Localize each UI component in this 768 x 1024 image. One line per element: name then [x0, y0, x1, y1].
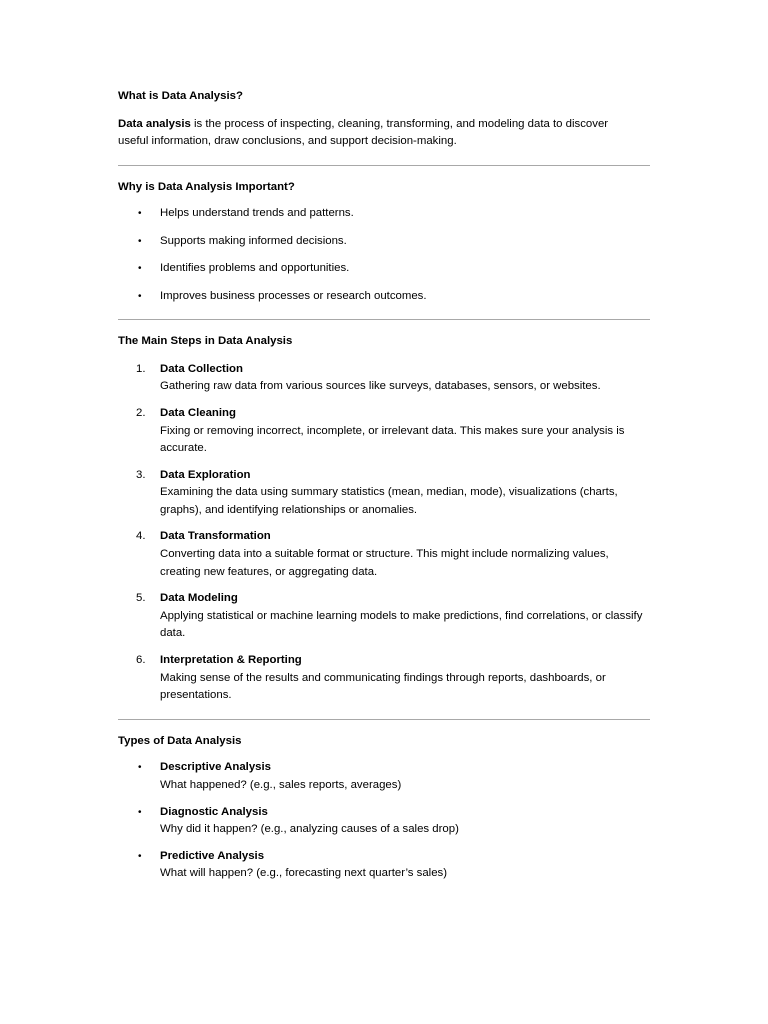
step-item-interpretation-reporting: [118, 652, 650, 705]
bullet-icon: •: [138, 806, 142, 818]
type-title: Diagnostic Analysis: [160, 805, 268, 818]
step-title: Interpretation & Reporting: [160, 654, 302, 667]
step-item-data-transformation: [118, 528, 650, 581]
divider: [118, 319, 650, 320]
bullet-icon: •: [138, 762, 142, 774]
step-description: Applying statistical or machine learning models to make predictions, find correlations, or classify data.: [160, 609, 643, 640]
definition-text: is the process of inspecting, cleaning, transforming, and modeling data to discover useful information, draw conclusions, and support decision-making.: [118, 117, 609, 148]
step-description: Fixing or removing incorrect, incomplete, or irrelevant data. This makes sure your analysis is accurate.: [160, 424, 625, 455]
bullet-icon: •: [138, 290, 142, 302]
bullet-icon: •: [138, 235, 142, 247]
list-item: [118, 205, 650, 223]
list-item: [118, 233, 650, 251]
step-title: Data Modeling: [160, 592, 238, 605]
step-item-data-modeling: [118, 590, 650, 643]
bullet-icon: •: [138, 263, 142, 275]
list-item-text: Supports making informed decisions.: [160, 234, 347, 247]
type-item-diagnostic: [118, 804, 650, 839]
divider: [118, 719, 650, 720]
step-number: 5.: [136, 592, 146, 605]
type-title: Predictive Analysis: [160, 849, 265, 862]
step-title: Data Exploration: [160, 468, 251, 481]
list-item: [118, 288, 650, 306]
heading-main-steps: The Main Steps in Data Analysis: [118, 335, 293, 348]
step-title: Data Cleaning: [160, 406, 236, 419]
step-item-data-exploration: [118, 467, 650, 520]
bullet-icon: •: [138, 208, 142, 220]
step-description: Making sense of the results and communicating findings through reports, dashboards, or presentations.: [160, 671, 606, 702]
list-item: [118, 260, 650, 278]
step-number: 6.: [136, 654, 146, 667]
step-description: Gathering raw data from various sources like surveys, databases, sensors, or websites.: [160, 380, 601, 393]
definition-term: Data analysis: [118, 117, 191, 130]
types-list: [118, 759, 650, 883]
heading-types: Types of Data Analysis: [118, 734, 242, 747]
importance-list: [118, 205, 650, 305]
heading-what-is-data-analysis: What is Data Analysis?: [118, 90, 243, 102]
step-description: Converting data into a suitable format or structure. This might include normalizing values, creating new features, or aggregating data.: [160, 548, 609, 578]
type-description: Why did it happen? (e.g., analyzing causes of a sales drop): [160, 823, 459, 836]
step-title: Data Transformation: [160, 530, 271, 543]
divider: [118, 165, 650, 166]
step-title: Data Collection: [160, 362, 243, 375]
step-number: 3.: [136, 468, 146, 481]
list-item-text: Helps understand trends and patterns.: [160, 207, 354, 220]
type-item-descriptive: [118, 759, 650, 794]
step-item-data-cleaning: [118, 405, 650, 458]
type-title: Descriptive Analysis: [160, 761, 272, 774]
type-description: What will happen? (e.g., forecasting next quarter’s sales): [160, 867, 448, 880]
steps-list: [118, 361, 650, 705]
step-item-data-collection: [118, 361, 650, 396]
step-description: Examining the data using summary statistics (mean, median, mode), visualizations (charts, graphs), and identifying relationships or anomalies.: [160, 486, 618, 516]
list-item-text: Improves business processes or research outcomes.: [160, 289, 427, 302]
list-item-text: Identifies problems and opportunities.: [160, 262, 350, 275]
step-number: 1.: [136, 362, 146, 375]
document-page: [118, 86, 650, 883]
step-number: 2.: [136, 406, 146, 419]
step-number: 4.: [136, 530, 146, 543]
type-item-predictive: [118, 848, 650, 883]
bullet-icon: •: [138, 850, 142, 862]
definition-paragraph: [118, 116, 638, 151]
heading-why-important: Why is Data Analysis Important?: [118, 180, 295, 193]
type-description: What happened? (e.g., sales reports, averages): [160, 779, 402, 792]
